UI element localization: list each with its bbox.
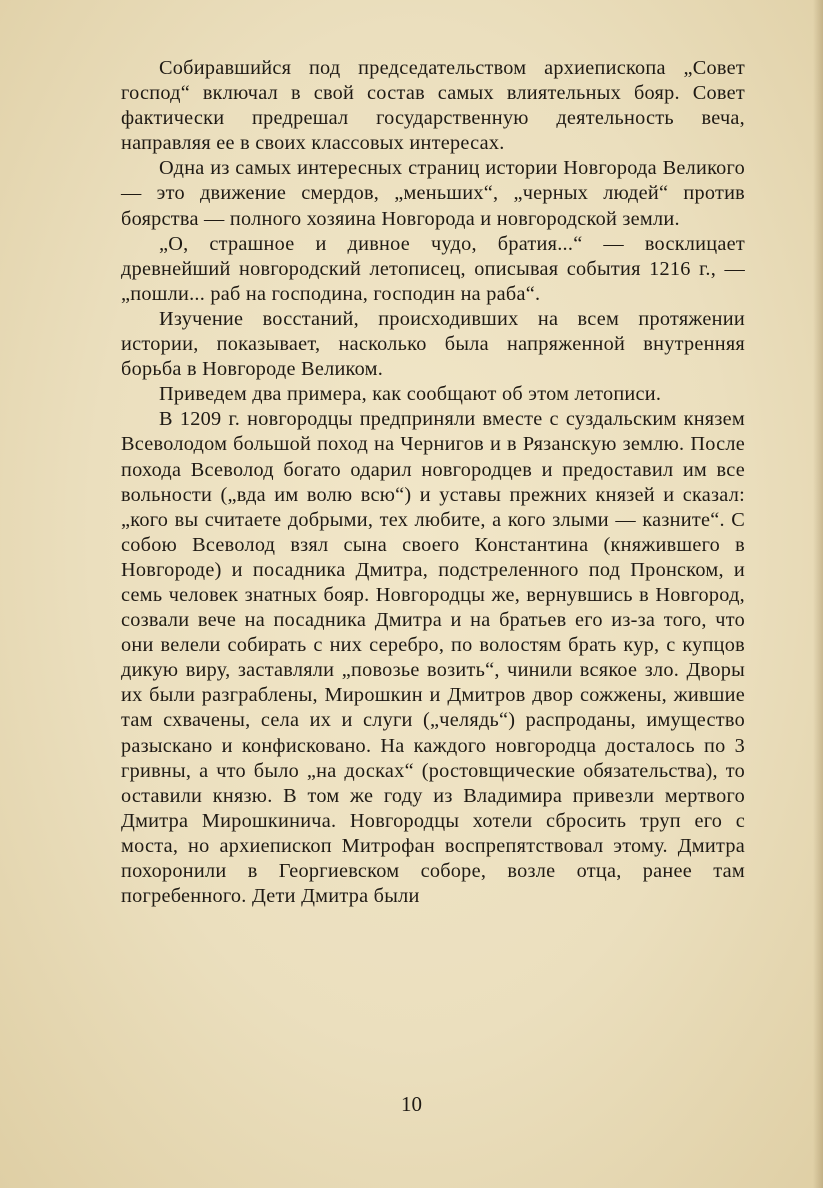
paragraph-5: Приведем два примера, как сообщают об этом летописи. — [159, 383, 662, 406]
paragraph-6: В 1209 г. новгородцы предприняли вместе с суздальским князем Всеволодом большой поход на Чернигов и в Рязанскую землю. После похода Всеволод богато одарил новгородцев и предоставил им все вольности („вда им волю всю“) и уставы прежних князей и сказал: „кого вы считаете добрыми, тех любите, а кого злыми — казните“. С собою Всеволод взял сына своего Константина (княжившего в Новгороде) и посадника Дмитра, подстреленного под Пронском, и семь человек знатных бояр. Новгородцы же, вернувшись в Новгород, созвали вече на посадника Дмитра и на братьев его из-за того, что они велели собирать с них серебро, по волостям брать кур, с купцов дикую виру, заставляли „повозье возить“, чинили всякое зло. Дворы их были разграблены, Мирошкин и Дмитров двор сожжены, жившие там схвачены, села их и слуги („челядь“) распроданы, имущество разыскано и конфисковано. На каждого новгородца досталось по 3 гривны, а что было „на досках“ (ростовщические обязательства), то оставили князю. В том же году из Владимира привезли мертвого Дмитра Мирошкинича. Новгородцы хотели сбросить труп его с моста, но архиепископ Митрофан воспрепятствовал этому. Дмитра похоронили в Георгиевском соборе, возле отца, ранее там погребенного. Дети Дмитра были — [121, 408, 745, 908]
paragraph-3: „О, страшное и дивное чудо, братия...“ — восклицает древнейший новгородский летописец, описывая события 1216 г., — „пошли... раб на господина, господин на раба“. — [121, 232, 745, 305]
paragraph-4: Изучение восстаний, происходивших на всем протяжении истории, показывает, насколько была напряженной внутренняя борьба в Новгороде Великом. — [121, 307, 745, 381]
paragraph-2: Одна из самых интересных страниц истории Новгорода Великого — это движение смердов, „меньших“, „черных людей“ против боярства — полного хозяина Новгорода и новгородской земли. — [121, 157, 745, 230]
page-number: 10 — [401, 1092, 422, 1116]
paragraph-1: Собиравшийся под председательством архиепископа „Совет господ“ включал в свой состав самых влиятельных бояр. Совет фактически предрешал государственную деятельность веча, направляя ее в своих классовых интересах. — [121, 57, 745, 155]
body-text — [121, 56, 745, 909]
